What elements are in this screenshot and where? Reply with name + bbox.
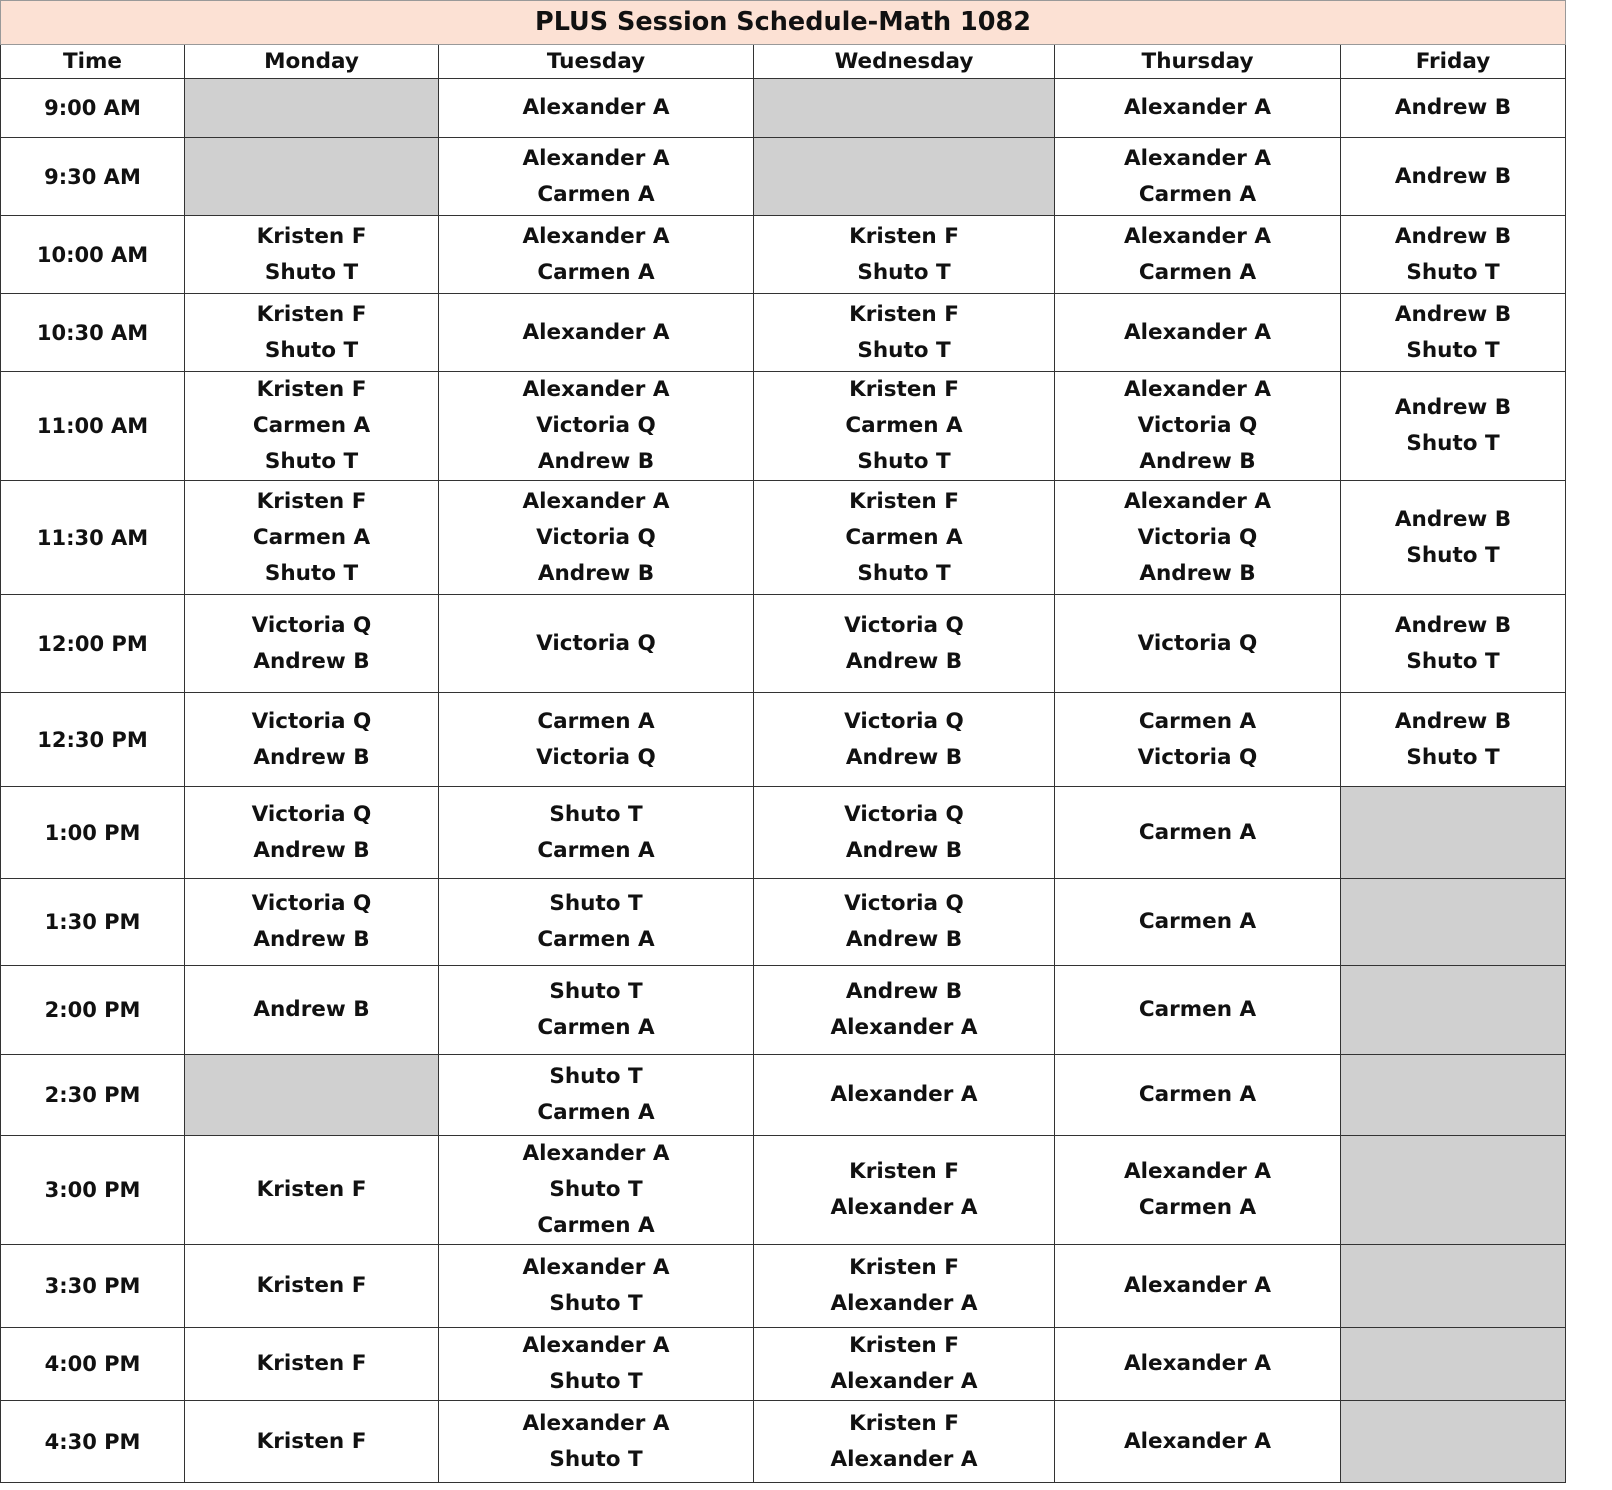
schedule-row	[1, 79, 1566, 138]
tutor-name: Shuto T	[1406, 259, 1500, 285]
time-cell: 2:30 PM	[1, 1055, 185, 1136]
tutor-name: Shuto T	[549, 1064, 643, 1089]
slot-thursday	[1055, 1136, 1341, 1245]
tutor-name: Shuto T	[264, 259, 359, 285]
schedule-body	[1, 79, 1566, 1483]
slot-tuesday	[439, 693, 754, 787]
slot-tuesday	[439, 138, 754, 216]
slot-thursday	[1055, 1055, 1341, 1136]
time-cell: 2:00 PM	[1, 966, 185, 1055]
tutor-name: Victoria Q	[251, 612, 372, 638]
tutor-name: Victoria Q	[536, 413, 656, 438]
slot-tuesday	[439, 1136, 754, 1245]
tutor-name: Alexander A	[830, 1195, 978, 1220]
tutor-name: Kristen F	[849, 377, 959, 402]
empty-slot-friday	[1341, 1328, 1566, 1401]
tutor-name: Shuto T	[549, 979, 643, 1004]
schedule-row	[1, 693, 1566, 787]
tutor-name: Shuto T	[1406, 431, 1500, 456]
schedule-row	[1, 1401, 1566, 1483]
tutor-name: Carmen A	[1138, 259, 1257, 285]
slot-monday	[185, 787, 439, 879]
slot-thursday	[1055, 372, 1341, 481]
tutor-name: Andrew B	[1139, 560, 1256, 586]
tutor-name: Victoria Q	[1137, 524, 1258, 550]
tutor-name: Carmen A	[1138, 181, 1257, 207]
tutor-name: Andrew B	[1394, 395, 1512, 420]
schedule-row	[1, 966, 1566, 1055]
slot-tuesday	[439, 372, 754, 481]
tutor-name: Carmen A	[845, 413, 963, 438]
tutor-name: Shuto T	[857, 259, 951, 285]
tutor-name: Alexander A	[1124, 145, 1271, 171]
slot-thursday	[1055, 79, 1341, 138]
slot-monday	[185, 879, 439, 966]
tutor-name: Carmen A	[1138, 708, 1257, 734]
tutor-name: Shuto T	[549, 1446, 643, 1472]
slot-wednesday	[754, 1328, 1055, 1401]
tutor-name: Carmen A	[1138, 819, 1257, 845]
tutor-name: Andrew B	[845, 979, 963, 1004]
tutor-name: Alexander A	[830, 1015, 978, 1040]
tutor-name: Kristen F	[849, 301, 959, 327]
empty-slot-monday	[185, 138, 439, 216]
slot-tuesday	[439, 1055, 754, 1136]
tutor-name: Carmen A	[1138, 909, 1257, 934]
slot-thursday	[1055, 1401, 1341, 1483]
tutor-name: Andrew B	[845, 648, 963, 674]
slot-monday	[185, 1328, 439, 1401]
tutor-name: Victoria Q	[844, 801, 964, 827]
tutor-name: Alexander A	[522, 1410, 670, 1436]
slot-monday	[185, 481, 439, 595]
tutor-name: Shuto T	[1406, 337, 1500, 363]
schedule-row	[1, 1245, 1566, 1328]
empty-slot-monday	[185, 1055, 439, 1136]
tutor-name: Carmen A	[537, 1213, 655, 1238]
tutor-name: Kristen F	[256, 223, 367, 249]
tutor-name: Victoria Q	[536, 744, 656, 770]
empty-slot-friday	[1341, 1245, 1566, 1328]
time-cell: 11:30 AM	[1, 481, 185, 595]
tutor-name: Victoria Q	[536, 524, 656, 550]
tutor-name: Andrew B	[1394, 612, 1512, 638]
tutor-name: Shuto T	[857, 449, 951, 474]
slot-tuesday	[439, 879, 754, 966]
tutor-name: Alexander A	[830, 1446, 978, 1472]
tutor-name: Andrew B	[1139, 449, 1256, 474]
tutor-name: Kristen F	[849, 1410, 959, 1436]
time-cell: 10:00 AM	[1, 216, 185, 294]
tutor-name: Carmen A	[537, 927, 655, 952]
tutor-name: Carmen A	[537, 837, 655, 863]
tutor-name: Andrew B	[1394, 506, 1512, 532]
slot-wednesday	[754, 879, 1055, 966]
slot-tuesday	[439, 216, 754, 294]
schedule-row	[1, 1136, 1566, 1245]
tutor-name: Alexander A	[522, 319, 670, 345]
slot-thursday	[1055, 693, 1341, 787]
slot-tuesday	[439, 966, 754, 1055]
tutor-name: Shuto T	[264, 560, 359, 586]
tutor-name: Carmen A	[537, 708, 655, 734]
header-tuesday: Tuesday	[439, 45, 754, 79]
empty-slot-friday	[1341, 1136, 1566, 1245]
slot-wednesday	[754, 1055, 1055, 1136]
slot-friday	[1341, 79, 1566, 138]
schedule-row	[1, 138, 1566, 216]
slot-wednesday	[754, 1401, 1055, 1483]
tutor-name: Victoria Q	[844, 708, 964, 734]
slot-wednesday	[754, 216, 1055, 294]
tutor-name: Andrew B	[845, 927, 963, 952]
tutor-name: Alexander A	[1124, 319, 1271, 345]
tutor-name: Alexander A	[1124, 1159, 1271, 1184]
tutor-name: Carmen A	[1138, 1082, 1257, 1107]
time-cell: 9:30 AM	[1, 138, 185, 216]
header-thursday: Thursday	[1055, 45, 1341, 79]
tutor-name: Kristen F	[256, 488, 367, 514]
slot-wednesday	[754, 966, 1055, 1055]
schedule-row	[1, 481, 1566, 595]
time-cell: 1:30 PM	[1, 879, 185, 966]
tutor-name: Victoria Q	[844, 891, 964, 916]
tutor-name: Andrew B	[537, 560, 655, 586]
tutor-name: Kristen F	[256, 301, 367, 327]
tutor-name: Victoria Q	[844, 612, 964, 638]
tutor-name: Shuto T	[549, 1291, 643, 1316]
slot-friday	[1341, 693, 1566, 787]
time-cell: 4:00 PM	[1, 1328, 185, 1401]
time-cell: 12:00 PM	[1, 595, 185, 693]
slot-wednesday	[754, 294, 1055, 372]
tutor-name: Carmen A	[537, 259, 655, 285]
slot-monday	[185, 595, 439, 693]
tutor-name: Kristen F	[256, 377, 367, 402]
tutor-name: Victoria Q	[1137, 744, 1258, 770]
slot-monday	[185, 693, 439, 787]
tutor-name: Alexander A	[522, 1333, 670, 1358]
slot-friday	[1341, 372, 1566, 481]
tutor-name: Shuto T	[264, 337, 359, 363]
time-cell: 3:30 PM	[1, 1245, 185, 1328]
tutor-name: Victoria Q	[1137, 413, 1258, 438]
tutor-name: Kristen F	[256, 1177, 367, 1202]
tutor-name: Victoria Q	[536, 630, 656, 656]
slot-friday	[1341, 216, 1566, 294]
slot-monday	[185, 372, 439, 481]
tutor-name: Alexander A	[522, 95, 670, 120]
tutor-name: Carmen A	[537, 1015, 655, 1040]
slot-friday	[1341, 595, 1566, 693]
title-row	[1, 1, 1566, 45]
tutor-name: Victoria Q	[1137, 630, 1258, 656]
slot-thursday	[1055, 1245, 1341, 1328]
tutor-name: Kristen F	[849, 488, 959, 514]
slot-tuesday	[439, 787, 754, 879]
empty-slot-friday	[1341, 966, 1566, 1055]
tutor-name: Carmen A	[845, 524, 963, 550]
tutor-name: Alexander A	[830, 1369, 978, 1394]
tutor-name: Shuto T	[857, 560, 951, 586]
slot-thursday	[1055, 138, 1341, 216]
slot-monday	[185, 1136, 439, 1245]
tutor-name: Andrew B	[1394, 223, 1512, 249]
tutor-name: Alexander A	[830, 1291, 978, 1316]
time-cell: 4:30 PM	[1, 1401, 185, 1483]
tutor-name: Carmen A	[252, 413, 371, 438]
slot-thursday	[1055, 1328, 1341, 1401]
tutor-name: Alexander A	[1124, 377, 1271, 402]
slot-thursday	[1055, 879, 1341, 966]
slot-tuesday	[439, 1245, 754, 1328]
slot-tuesday	[439, 79, 754, 138]
tutor-name: Carmen A	[1138, 997, 1257, 1022]
time-cell: 9:00 AM	[1, 79, 185, 138]
slot-tuesday	[439, 1401, 754, 1483]
tutor-name: Shuto T	[1406, 542, 1500, 568]
tutor-name: Shuto T	[549, 801, 643, 827]
slot-thursday	[1055, 481, 1341, 595]
schedule-row	[1, 879, 1566, 966]
schedule-title: PLUS Session Schedule-Math 1082	[1, 1, 1566, 45]
empty-slot-friday	[1341, 1401, 1566, 1483]
tutor-name: Alexander A	[1124, 1428, 1271, 1454]
tutor-name: Alexander A	[1124, 488, 1271, 514]
schedule-row	[1, 787, 1566, 879]
slot-wednesday	[754, 787, 1055, 879]
tutor-name: Carmen A	[537, 1100, 655, 1125]
tutor-name: Alexander A	[1124, 223, 1271, 249]
tutor-name: Carmen A	[252, 524, 371, 550]
tutor-name: Alexander A	[1124, 1273, 1271, 1298]
slot-friday	[1341, 294, 1566, 372]
slot-monday	[185, 1401, 439, 1483]
header-row	[1, 45, 1566, 79]
tutor-name: Alexander A	[522, 377, 670, 402]
empty-slot-friday	[1341, 879, 1566, 966]
tutor-name: Alexander A	[1124, 95, 1271, 120]
header-friday: Friday	[1341, 45, 1566, 79]
tutor-name: Andrew B	[845, 744, 963, 770]
slot-wednesday	[754, 693, 1055, 787]
schedule-row	[1, 372, 1566, 481]
slot-tuesday	[439, 481, 754, 595]
schedule-row	[1, 1055, 1566, 1136]
time-cell: 1:00 PM	[1, 787, 185, 879]
slot-monday	[185, 966, 439, 1055]
tutor-name: Shuto T	[549, 1177, 643, 1202]
slot-wednesday	[754, 372, 1055, 481]
tutor-name: Victoria Q	[251, 708, 372, 734]
tutor-name: Kristen F	[849, 1333, 959, 1358]
slot-thursday	[1055, 966, 1341, 1055]
tutor-name: Shuto T	[1406, 744, 1500, 770]
empty-slot-friday	[1341, 787, 1566, 879]
tutor-name: Shuto T	[549, 1369, 643, 1394]
tutor-name: Shuto T	[1406, 648, 1500, 674]
tutor-name: Alexander A	[1124, 1351, 1271, 1376]
time-cell: 3:00 PM	[1, 1136, 185, 1245]
empty-slot-wednesday	[754, 79, 1055, 138]
slot-monday	[185, 216, 439, 294]
tutor-name: Andrew B	[537, 449, 655, 474]
time-cell: 11:00 AM	[1, 372, 185, 481]
time-cell: 10:30 AM	[1, 294, 185, 372]
tutor-name: Kristen F	[849, 1255, 959, 1280]
header-time: Time	[1, 45, 185, 79]
slot-wednesday	[754, 1136, 1055, 1245]
slot-friday	[1341, 138, 1566, 216]
tutor-name: Alexander A	[522, 1255, 670, 1280]
empty-slot-wednesday	[754, 138, 1055, 216]
schedule-row	[1, 1328, 1566, 1401]
tutor-name: Victoria Q	[251, 891, 372, 916]
tutor-name: Andrew B	[1394, 163, 1512, 189]
slot-thursday	[1055, 216, 1341, 294]
header-monday: Monday	[185, 45, 439, 79]
tutor-name: Andrew B	[253, 997, 370, 1022]
tutor-name: Shuto T	[264, 449, 359, 474]
slot-tuesday	[439, 1328, 754, 1401]
tutor-name: Andrew B	[1394, 301, 1512, 327]
tutor-name: Kristen F	[849, 223, 959, 249]
slot-wednesday	[754, 1245, 1055, 1328]
tutor-name: Kristen F	[256, 1351, 367, 1376]
tutor-name: Shuto T	[549, 891, 643, 916]
time-cell: 12:30 PM	[1, 693, 185, 787]
tutor-name: Andrew B	[1394, 95, 1512, 120]
tutor-name: Alexander A	[522, 223, 670, 249]
tutor-name: Andrew B	[253, 648, 370, 674]
tutor-name: Carmen A	[537, 181, 655, 207]
tutor-name: Andrew B	[253, 744, 370, 770]
slot-friday	[1341, 481, 1566, 595]
slot-monday	[185, 294, 439, 372]
tutor-name: Alexander A	[522, 1141, 670, 1166]
empty-slot-friday	[1341, 1055, 1566, 1136]
header-wednesday: Wednesday	[754, 45, 1055, 79]
slot-tuesday	[439, 294, 754, 372]
slot-thursday	[1055, 787, 1341, 879]
slot-wednesday	[754, 481, 1055, 595]
tutor-name: Alexander A	[830, 1082, 978, 1107]
slot-monday	[185, 1245, 439, 1328]
slot-wednesday	[754, 595, 1055, 693]
schedule-row	[1, 595, 1566, 693]
schedule-row	[1, 294, 1566, 372]
tutor-name: Victoria Q	[251, 801, 372, 827]
tutor-name: Kristen F	[256, 1428, 367, 1454]
tutor-name: Kristen F	[256, 1273, 367, 1298]
schedule-row	[1, 216, 1566, 294]
tutor-name: Kristen F	[849, 1159, 959, 1184]
slot-tuesday	[439, 595, 754, 693]
tutor-name: Shuto T	[857, 337, 951, 363]
tutor-name: Andrew B	[253, 837, 370, 863]
tutor-name: Alexander A	[522, 145, 670, 171]
tutor-name: Andrew B	[1394, 708, 1512, 734]
empty-slot-monday	[185, 79, 439, 138]
tutor-name: Andrew B	[845, 837, 963, 863]
tutor-name: Carmen A	[1138, 1195, 1257, 1220]
tutor-name: Andrew B	[253, 927, 370, 952]
slot-thursday	[1055, 294, 1341, 372]
tutor-name: Alexander A	[522, 488, 670, 514]
slot-thursday	[1055, 595, 1341, 693]
